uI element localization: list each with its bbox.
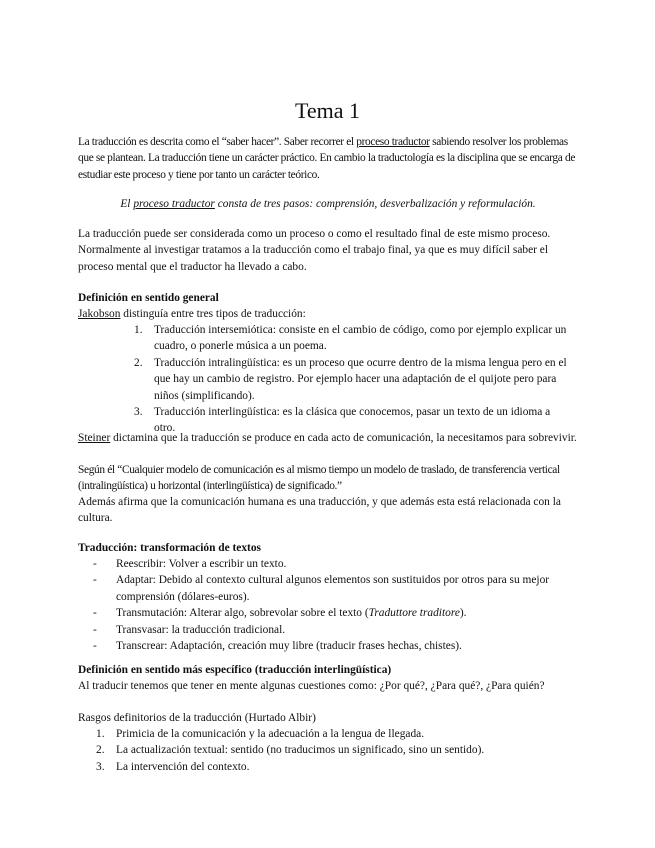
- list-dash: -: [93, 623, 97, 636]
- list-number: 2.: [134, 356, 143, 369]
- italic-note-term: proceso traductor: [133, 198, 215, 210]
- list-dash: -: [93, 640, 97, 653]
- list-item-text: Adaptar: Debido al contexto cultural algunos elementos son sustituidos por otros para su mejor comprensión (dólares-euros).: [116, 574, 550, 603]
- transformations-list: [93, 556, 578, 654]
- list-item-text: La actualización textual: sentido (no traducimos un significado, sino un sentido).: [116, 744, 485, 757]
- list-item-text: Transcrear: Adaptación, creación muy libre (traducir frases hechas, chistes).: [116, 640, 462, 653]
- list-item: [134, 322, 574, 355]
- italic-note: [78, 196, 578, 212]
- list-item-text: Reescribir: Volver a escribir un texto.: [116, 558, 287, 570]
- steiner-rest: dictamina que la traducción se produce en cada acto de comunicación, la necesitamos para sobrevivir.: [110, 432, 577, 444]
- list-item: [93, 638, 578, 654]
- list-number: 1.: [96, 728, 105, 740]
- page-title: Tema 1: [294, 98, 361, 123]
- section1-after: Además afirma que la comunicación humana es una traducción, y que además esta está relacionada con la cultura.: [78, 496, 561, 525]
- list-item: [93, 605, 578, 621]
- list-item-text: Transvasar: la traducción tradicional.: [116, 623, 286, 636]
- list-number: 3.: [96, 760, 105, 773]
- section3-heading: Definición en sentido más específico (traducción interlingüística): [78, 664, 392, 676]
- italic-note-b: consta de tres pasos: comprensión, desverbalización y reformulación.: [214, 198, 536, 210]
- rasgos-list: [96, 726, 578, 775]
- intro-underlined-term: proceso traductor: [356, 136, 430, 148]
- list-item: [96, 742, 578, 758]
- list-number: 2.: [96, 744, 105, 757]
- list-item: [96, 726, 578, 742]
- italic-note-a: El: [120, 198, 134, 210]
- intro-text-b: sabiendo resolver los problemas que se plantean. La traducción tiene un carácter práctico. En cambio la traductología es la disciplina que se encarga de estudiar este proceso y tiene por tanto un carácter teórico.: [78, 136, 576, 181]
- paragraph-2: La traducción puede ser considerada como un proceso o como el resultado final de este mismo proceso. Normalmente al investigar tratamos a la traducción como el trabajo final, ya que es muy difícil saber el proceso mental que el traductor ha llevado a cabo.: [78, 228, 551, 273]
- list-item: [93, 622, 578, 638]
- steiner-line: [78, 430, 578, 446]
- list-item-italic: Traduttore traditore: [368, 607, 460, 620]
- list-item-end: ).: [459, 607, 467, 620]
- list-item: [96, 759, 578, 775]
- intro-paragraph: [78, 134, 578, 183]
- list-dash: -: [93, 574, 97, 587]
- list-item: [93, 572, 578, 605]
- list-item-text: Traducción intersemiótica: consiste en el cambio de código, como por ejemplo explicar un cuadro, o ponerle música a un poema.: [154, 324, 567, 353]
- list-item-text: Transmutación: Alterar algo, sobrevolar sobre el texto (: [116, 607, 369, 620]
- list-number: 3.: [134, 406, 143, 419]
- steiner-quote: Según él “Cualquier modelo de comunicación es al mismo tiempo un modelo de traslado, de transferencia vertical (intralingüística) u horizontal (interlingüística) de significado.”: [78, 464, 560, 493]
- section1-heading: Definición en sentido general: [78, 292, 219, 304]
- section3-line: Al traducir tenemos que tener en mente algunas cuestiones como: ¿Por qué?, ¿Para qué?, ¿Para quién?: [78, 680, 545, 692]
- list-item-text: La intervención del contexto.: [116, 760, 250, 773]
- list-number: 1.: [134, 324, 143, 336]
- intro-text-a: La traducción es descrita como el “saber hacer”. Saber recorrer el: [78, 136, 357, 148]
- jakobson-rest: distinguía entre tres tipos de traducción:: [120, 308, 306, 320]
- steiner-name: Steiner: [78, 432, 111, 444]
- list-item-text: Traducción intralingüística: es un proceso que ocurre dentro de la misma lengua pero en el que hay un cambio de registro. Por ejemplo hacer una adaptación de el quijote pero para niños (simplificando).: [154, 356, 567, 402]
- jakobson-name: Jakobson: [78, 308, 121, 320]
- list-dash: -: [93, 558, 97, 570]
- section2-heading: Traducción: transformación de textos: [78, 542, 261, 554]
- list-item-text: Traducción interlingüística: es la clásica que conocemos, pasar un texto de un idioma a otro.: [154, 406, 551, 435]
- rasgos-line: Rasgos definitorios de la traducción (Hurtado Albir): [78, 712, 316, 724]
- translation-types-list: [134, 322, 574, 437]
- jakobson-line: [78, 306, 578, 322]
- list-item-text: Primicia de la comunicación y la adecuación a la lengua de llegada.: [116, 728, 425, 740]
- list-dash: -: [93, 607, 97, 620]
- list-item: [134, 355, 574, 404]
- list-item: [93, 556, 578, 572]
